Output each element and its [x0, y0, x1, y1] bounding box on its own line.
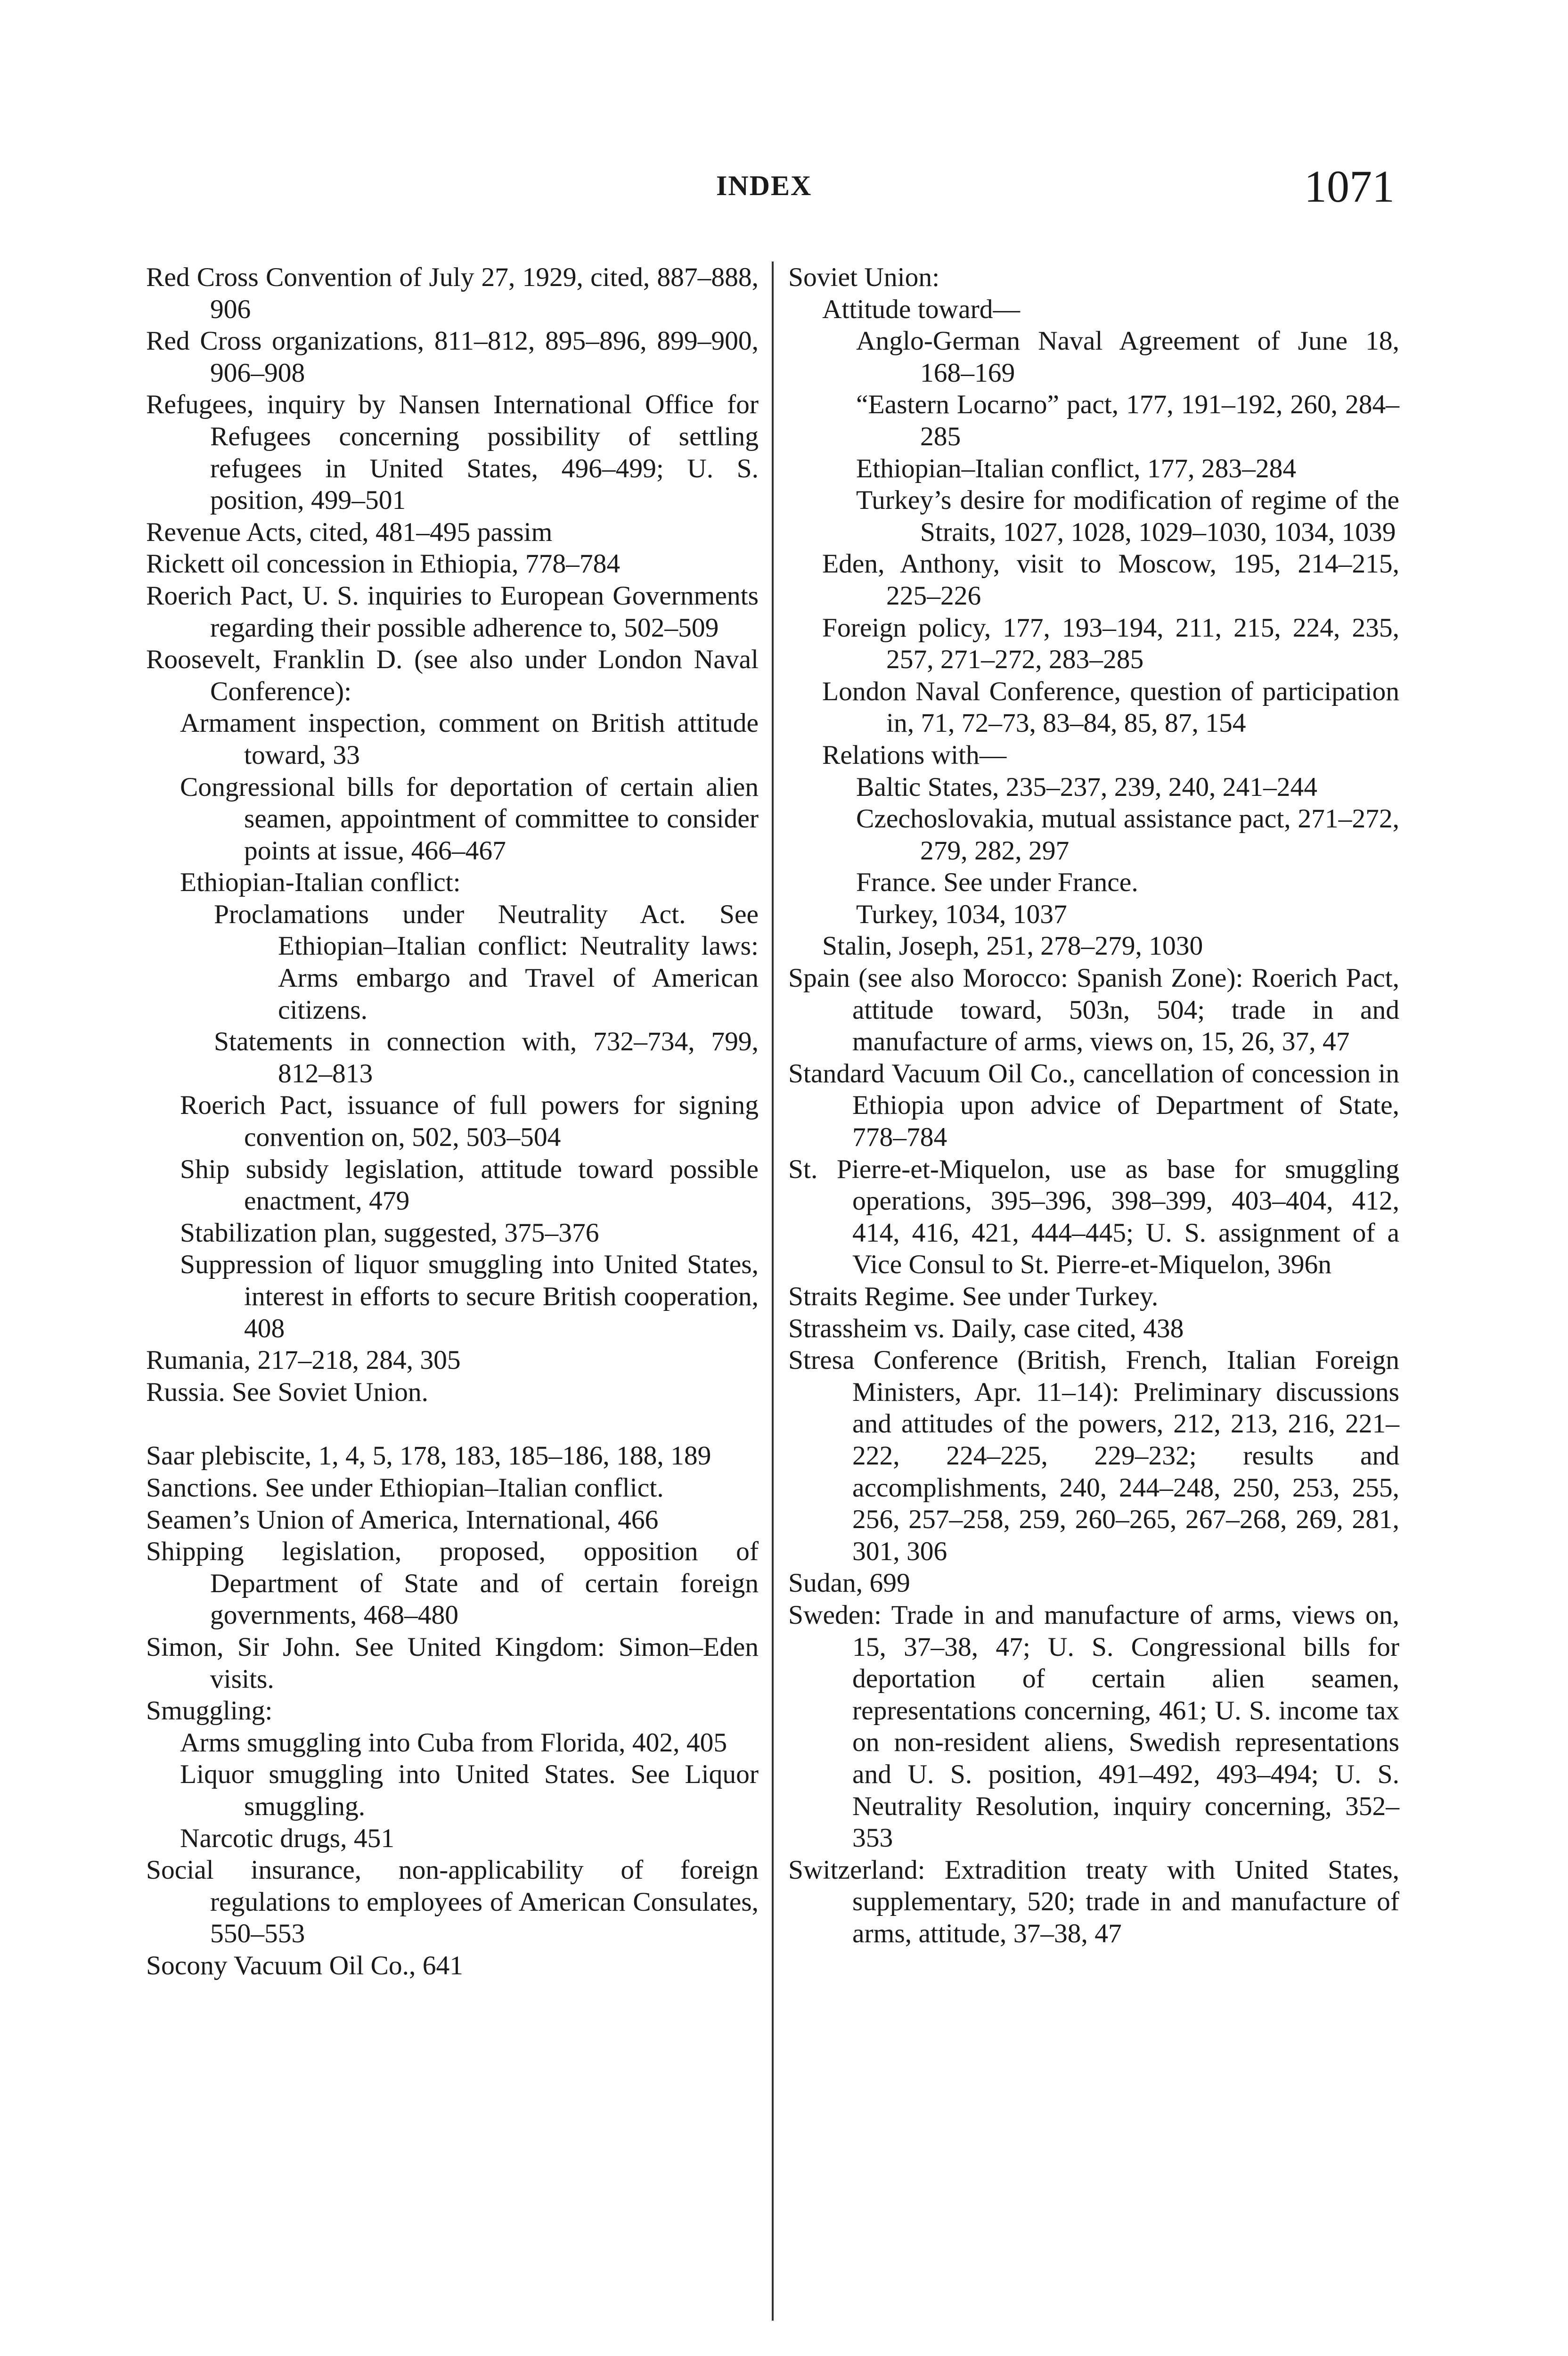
index-entry: Strassheim vs. Daily, case cited, 438: [788, 1313, 1184, 1343]
index-entry: Rumania, 217–218, 284, 305: [146, 1345, 461, 1375]
index-subsubentry: Baltic States, 235–237, 239, 240, 241–244: [856, 772, 1318, 802]
index-subentry: Narcotic drugs, 451: [180, 1823, 395, 1853]
index-subentry: Stalin, Joseph, 251, 278–279, 1030: [822, 931, 1203, 961]
index-entry: Shipping legislation, proposed, opposition of Department of State and of certain foreign governments, 468–480: [146, 1537, 759, 1630]
index-entry: Socony Vacuum Oil Co., 641: [146, 1950, 463, 1980]
index-entry: Switzerland: Extradition treaty with United States, supplementary, 520; trade in and manufacture of arms, attitude, 37–38, 47: [788, 1855, 1399, 1948]
index-entry: Revenue Acts, cited, 481–495 passim: [146, 517, 553, 547]
index-subentry: Suppression of liquor smuggling into United States, interest in efforts to secure British cooperation, 408: [180, 1250, 759, 1343]
index-entry: Rickett oil concession in Ethiopia, 778–784: [146, 549, 621, 579]
index-subentry: Liquor smuggling into United States. See Liquor smuggling.: [180, 1759, 759, 1821]
index-subsubentry: Statements in connection with, 732–734, 799, 812–813: [214, 1027, 759, 1088]
index-entry: Standard Vacuum Oil Co., cancellation of concession in Ethiopia upon advice of Department of State, 778–784: [788, 1058, 1399, 1153]
index-subsubentry: Anglo-German Naval Agreement of June 18, 168–169: [856, 326, 1399, 388]
index-entry: Simon, Sir John. See United Kingdom: Simon–Eden visits.: [146, 1632, 759, 1694]
index-subentry: Attitude toward—: [822, 294, 1020, 324]
index-subentry: Armament inspection, comment on British attitude toward, 33: [180, 708, 759, 770]
index-entry: Spain (see also Morocco: Spanish Zone): Roerich Pact, attitude toward, 503n, 504; trade in and manufacture of arms, views on, 15, 26, 37, 47: [788, 963, 1399, 1057]
index-column-left: [146, 262, 759, 1981]
index-entry: Russia. See Soviet Union.: [146, 1377, 428, 1407]
index-subsubentry: Czechoslovakia, mutual assistance pact, 271–272, 279, 282, 297: [856, 804, 1399, 866]
index-subentry: Arms smuggling into Cuba from Florida, 402, 405: [180, 1727, 727, 1758]
index-entry: Social insurance, non-applicability of foreign regulations to employees of American Consulates, 550–553: [146, 1855, 759, 1949]
page-number: 1071: [1304, 161, 1395, 212]
index-entry: Saar plebiscite, 1, 4, 5, 178, 183, 185–186, 188, 189: [146, 1441, 711, 1471]
index-subsubentry: “Eastern Locarno” pact, 177, 191–192, 260, 284–285: [856, 390, 1399, 451]
index-entry: Roosevelt, Franklin D. (see also under London Naval Conference):: [146, 645, 759, 706]
index-entry: St. Pierre-et-Miquelon, use as base for smuggling operations, 395–396, 398–399, 403–404, 412, 414, 416, 421, 444–445; U. S. assignment of a Vice Consul to St. Pierre-et-Miquelon, 396n: [788, 1154, 1399, 1280]
index-column-right: [788, 262, 1399, 1949]
index-subentry: Foreign policy, 177, 193–194, 211, 215, 224, 235, 257, 271–272, 283–285: [822, 613, 1399, 675]
index-entry: Smuggling:: [146, 1696, 273, 1726]
index-subentry: Ship subsidy legislation, attitude toward possible enactment, 479: [180, 1154, 759, 1216]
index-subentry: Relations with—: [822, 740, 1007, 770]
running-header-title: INDEX: [716, 170, 812, 201]
index-entry: Sudan, 699: [788, 1568, 910, 1598]
index-subentry: Congressional bills for deportation of certain alien seamen, appointment of committee to consider points at issue, 466–467: [180, 772, 759, 866]
index-entry: Sanctions. See under Ethiopian–Italian conflict.: [146, 1472, 664, 1503]
index-subsubentry: Turkey’s desire for modification of regime of the Straits, 1027, 1028, 1029–1030, 1034, 1039: [856, 485, 1399, 547]
index-subsubentry: Proclamations under Neutrality Act. See Ethiopian–Italian conflict: Neutrality laws: Arms embargo and Travel of American citizens.: [214, 899, 759, 1025]
index-subsubentry: France. See under France.: [856, 867, 1138, 898]
index-entry: Seamen’s Union of America, International, 466: [146, 1505, 659, 1535]
index-subentry: Eden, Anthony, visit to Moscow, 195, 214–215, 225–226: [822, 549, 1399, 611]
index-entry: Red Cross Convention of July 27, 1929, cited, 887–888, 906: [146, 262, 759, 324]
letter-section-gap: [146, 1408, 759, 1440]
index-entry: Soviet Union:: [788, 262, 940, 292]
index-entry: Straits Regime. See under Turkey.: [788, 1282, 1159, 1311]
index-subsubentry: Ethiopian–Italian conflict, 177, 283–284: [856, 453, 1297, 483]
index-entry: Roerich Pact, U. S. inquiries to European Governments regarding their possible adherence to, 502–509: [146, 581, 759, 643]
index-entry: Refugees, inquiry by Nansen International Office for Refugees concerning possibility of settling refugees in United States, 496–499; U. S. position, 499–501: [146, 390, 759, 515]
index-entry: Stresa Conference (British, French, Italian Foreign Ministers, Apr. 11–14): Preliminary discussions and attitudes of the powers, 212, 213, 216, 221–222, 224–225, 229–232; results and accomplishments, 240, 244–248, 250, 253, 255, 256, 257–258, 259, 260–265, 267–268, 269, 281, 301, 306: [788, 1345, 1399, 1566]
index-entry: Sweden: Trade in and manufacture of arms, views on, 15, 37–38, 47; U. S. Congressional bills for deportation of certain alien seamen, representations concerning, 461; U. S. income tax on non-resident aliens, Swedish representations and U. S. position, 491–492, 493–494; U. S. Neutrality Resolution, inquiry concerning, 352–353: [788, 1600, 1399, 1853]
column-divider: [772, 262, 774, 2321]
index-entry: Red Cross organizations, 811–812, 895–896, 899–900, 906–908: [146, 326, 759, 388]
index-subentry: Ethiopian-Italian conflict:: [180, 867, 461, 898]
index-subentry: Roerich Pact, issuance of full powers for signing convention on, 502, 503–504: [180, 1090, 759, 1153]
index-subsubentry: Turkey, 1034, 1037: [856, 899, 1067, 929]
index-subentry: London Naval Conference, question of participation in, 71, 72–73, 83–84, 85, 87, 154: [822, 676, 1399, 738]
index-subentry: Stabilization plan, suggested, 375–376: [180, 1218, 599, 1248]
